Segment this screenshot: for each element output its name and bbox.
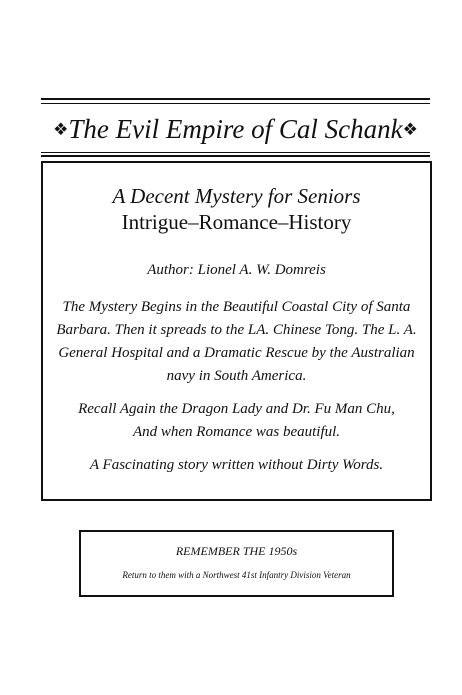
synopsis-line: General Hospital and a Dramatic Rescue by the Australian <box>58 345 415 361</box>
title-text: The Evil Empire of Cal Schank <box>68 114 403 144</box>
ornament-right-icon: ❖ <box>402 120 418 139</box>
synopsis-line: The Mystery Begins in the Beautiful Coastal City of Santa <box>62 299 411 315</box>
synopsis-paragraph <box>55 296 418 388</box>
remember-box <box>79 530 394 597</box>
top-double-rule-thin <box>41 103 430 104</box>
synopsis-line: navy in South America. <box>166 368 307 384</box>
author-line: Author: Lionel A. W. Domreis <box>147 262 326 278</box>
description-box <box>41 161 432 501</box>
bottom-double-rule-thick <box>41 155 430 157</box>
synopsis-line: Barbara. Then it spreads to the LA. Chinese Tong. The L. A. <box>56 322 417 338</box>
closing-line: A Fascinating story written without Dirty Words. <box>89 457 384 473</box>
page-title <box>41 112 430 147</box>
genre-line: Intrigue–Romance–History <box>121 210 352 234</box>
top-double-rule-thick <box>41 98 430 100</box>
recall-line: Recall Again the Dragon Lady and Dr. Fu Man Chu, <box>78 401 395 417</box>
return-line: Return to them with a Northwest 41st Infantry Division Veteran <box>122 570 351 580</box>
recall-line: And when Romance was beautiful. <box>132 424 341 440</box>
recall-paragraph <box>55 398 418 444</box>
bottom-double-rule-thin <box>41 152 430 153</box>
ornament-left-icon: ❖ <box>53 120 69 139</box>
remember-heading: REMEMBER THE 1950s <box>175 544 298 558</box>
subtitle: A Decent Mystery for Seniors <box>112 184 361 208</box>
